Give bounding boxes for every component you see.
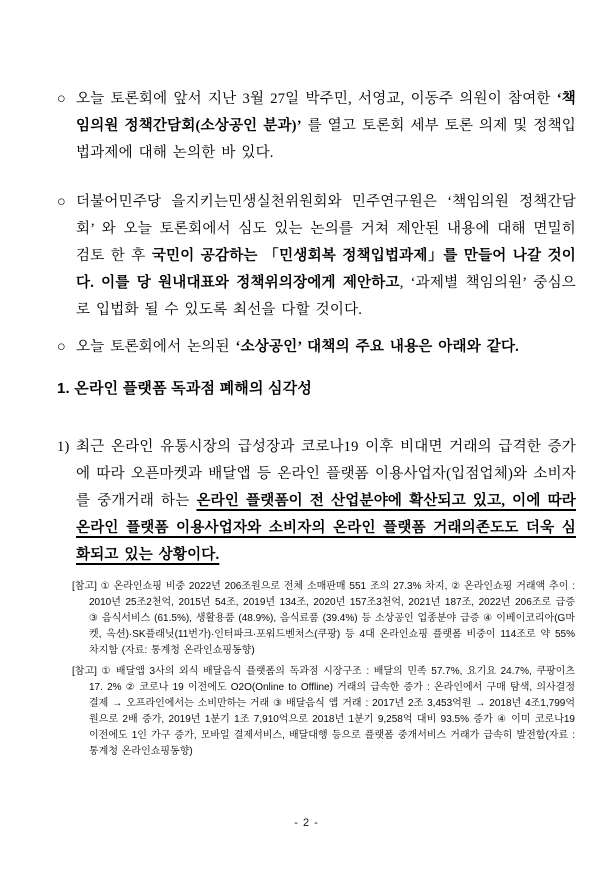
reference-2-text: ① 배달앱 3사의 외식 배달음식 플랫폼의 독과점 시장구조 : 배달의 민족 57.7%, 요기요 24.7%, 쿠팡이츠 17. 2% ② 코로나 19 이전에도 O2O(Online to Offline) 거래의 급속한 증가 : 온라인에서 구매 탐색, 의사결정 결제 → 오프라인에서는 소비만하는 거래 ③ 배달음식 앱 거래 : 2017년 2조 3,453억원 → 2018년 4조1,799억원으로 2배 증가, 2019년 1분기 1조 7,910억으로 2018년 1분기 9,258억 대비 93.5% 증가 ④ 이미 코로나19 이전에도 1인 가구 증가, 모바일 결제서비스, 배달대행 등으로 플랫폼 중개서비스 거래가 급속히 발전함(자료 : 통계청 온라인쇼핑동향) xyxy=(89,666,575,757)
reference-1-text: ① 온라인쇼핑 비중 2022년 206조원으로 전체 소매판매 551 조의 27.3% 차지, ② 온라인쇼핑 거래액 추이 : 2010년 25조2천억, 2015년 54조, 2019년 134조, 2020년 157조3천억, 2021년 187조, 2022년 206조로 급증 ③ 음식서비스 (61.5%), 생활용품 (48.9%), 음식료품 (39.4%) 등 소상공인 업종분야 급증 ④ 이베이코리아(G마켓, 옥션)·SK플래닛(11번가)·인터파크·포워드벤처스(쿠팡) 등 4대 온라인쇼핑 플랫폼 비중이 114조로 약 55% 차지함 (자료: 통계청 온라인쇼핑동향) xyxy=(89,581,575,656)
reference-label: [참고] xyxy=(72,581,97,592)
paragraph-1-text-pre: 오늘 토론회에 앞서 지난 3월 27일 박주민, 서영교, 이동주 의원이 참여한 xyxy=(76,91,557,107)
paragraph-3-text-pre: 오늘 토론회에서 논의된 xyxy=(76,339,236,355)
paragraph-3-bold: ‘소상공인’ 대책의 주요 내용은 아래와 같다. xyxy=(235,339,519,355)
item-1-bold-underline: 온라인 플랫폼이 전 산업분야에 확산되고 있고, 이에 따라 온라인 플랫폼 이용사업자와 소비자의 온라인 플랫폼 거래의존도도 더욱 심화되고 있는 상황이다. xyxy=(76,493,576,563)
paragraph-1-bold: ‘책임의원 정책간담회(소상공인 분과)’ xyxy=(76,91,576,134)
paragraph-2-bold: 국민이 공감하는 「민생회복 정책입법과제」를 만들어 나갈 것이다. 이를 당 원내대표와 정책위의장에게 제안하고 xyxy=(76,248,576,291)
section-1-heading: 1. 온라인 플랫폼 독과점 폐해의 심각성 xyxy=(57,380,313,397)
paragraph-2-text-post: , ‘과제별 책임의원’ 중심으로 입법화 될 수 있도록 최선을 다할 것이다. xyxy=(76,275,576,318)
circle-bullet: ○ xyxy=(57,194,66,210)
item-1-text-pre: 최근 온라인 유통시장의 급성장과 코로나19 이후 비대면 거래의 급격한 증가에 따라 오픈마켓과 배달앱 등 온라인 플랫폼 이용사업자(입점업체)와 소비자를 중개거래 하는 xyxy=(76,439,576,509)
paragraph-2-text-pre: 더불어민주당 을지키는민생실천위원회와 민주연구원은 ‘책임의원 정책간담회’ 와 오늘 토론회에서 심도 있는 논의를 거쳐 제안된 내용에 대해 면밀히 검토 한 후 xyxy=(76,194,576,264)
paragraph-1 xyxy=(57,86,576,167)
page-number: - 2 - xyxy=(294,817,319,829)
paragraph-1-text-post: 를 열고 토론회 세부 토론 의제 및 정책입법과제에 대해 논의한 바 있다. xyxy=(76,118,576,161)
paragraph-2 xyxy=(57,189,576,324)
item-number-marker: 1) xyxy=(57,439,70,455)
circle-bullet: ○ xyxy=(57,91,66,107)
reference-note-1 xyxy=(72,579,575,659)
reference-note-2 xyxy=(72,664,575,760)
section-1-item-1 xyxy=(57,434,576,569)
circle-bullet: ○ xyxy=(57,339,66,355)
reference-label: [참고] xyxy=(72,666,97,677)
paragraph-3 xyxy=(57,334,576,361)
